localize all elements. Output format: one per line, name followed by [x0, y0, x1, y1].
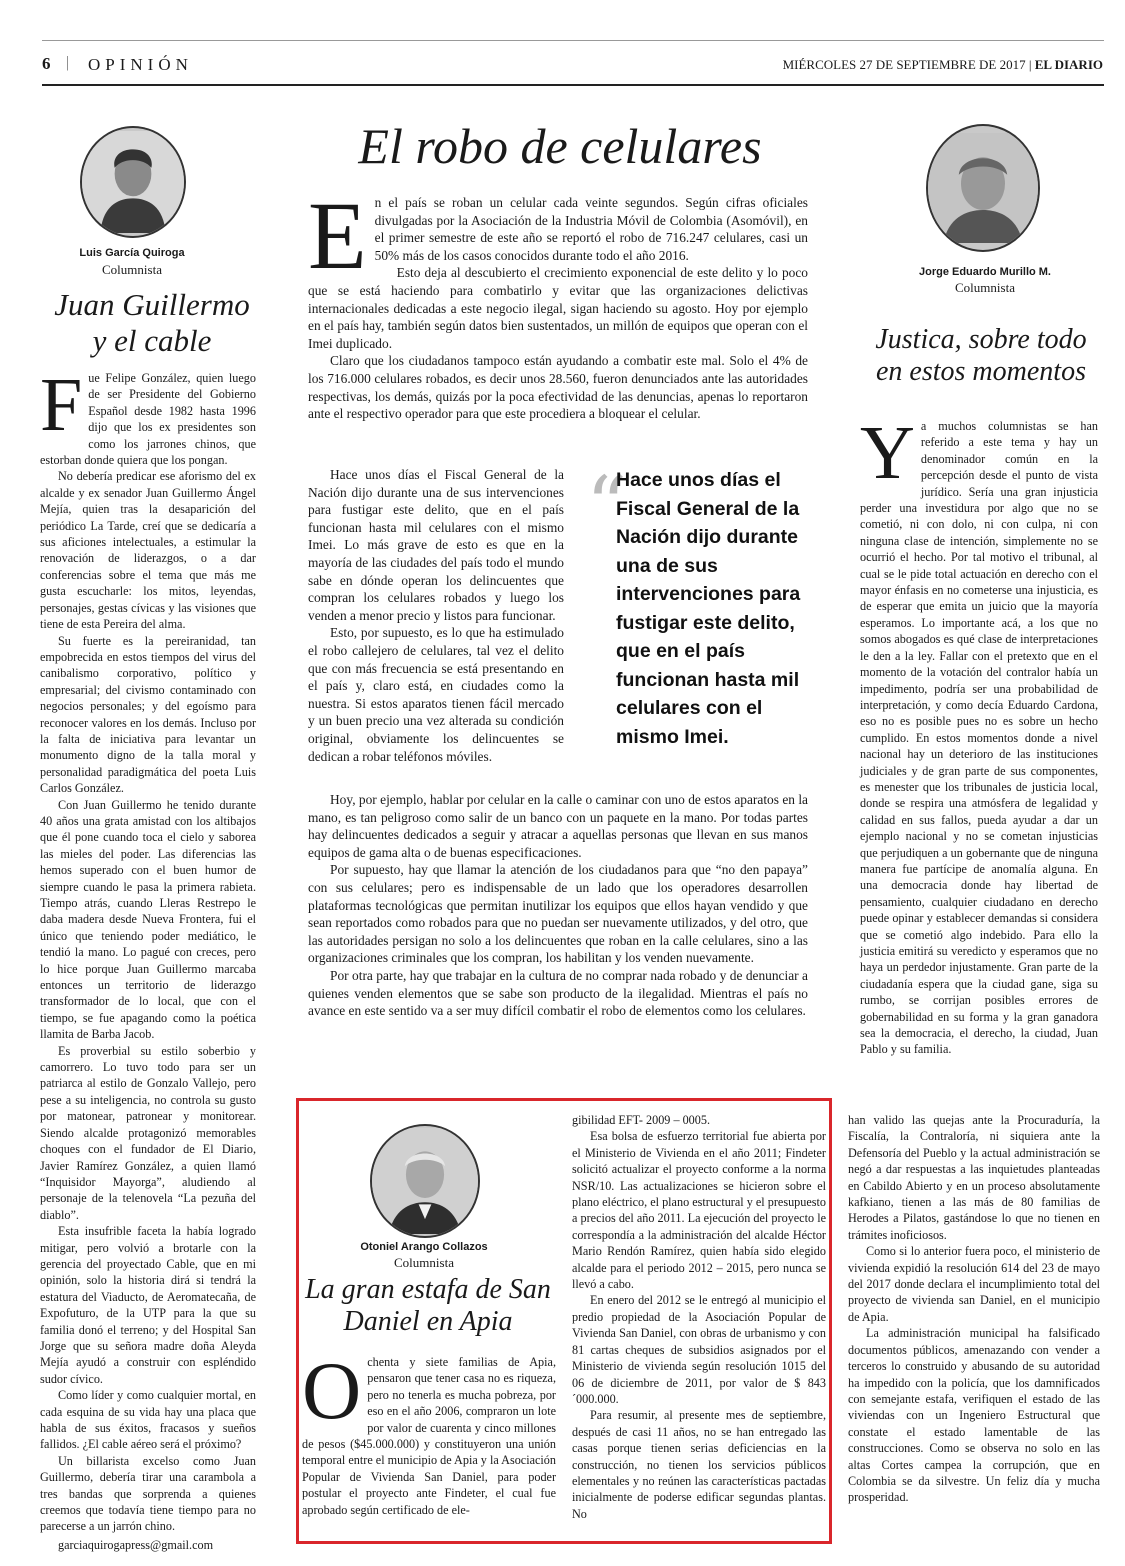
- paragraph: Ochenta y siete familias de Apia, pensaron que tener casa no es riqueza, pero no tenerla es mucha pobreza, por eso en el año 2006, compraron un lote por valor de cuarenta y cinco millones de pesos ($45.000.000) y constituyeron una unión temporal entre el municipio de Apia y la Asociación Popular de Vivienda San Daniel, para poder postular el proyecto ante Findeter, el cual fue aprobado según certificado de ele-: [302, 1345, 556, 1517]
- column-body-garcia: [40, 363, 256, 1553]
- newspaper-name: EL DIARIO: [1034, 57, 1103, 72]
- pull-quote: Hace unos días el Fiscal General de la Nación dijo durante una de sus intervenciones para fustigar este delito, que en el país funcionan hasta mil celulares con el mismo Imei.: [616, 469, 801, 748]
- paragraph: Fue Felipe González, quien luego de ser Presidente del Gobierno Español desde 1982 hasta 1996 dijo que los ex presidentes son como los jarrones chinos, que estorban donde quiera que los pongan.: [40, 363, 256, 468]
- author-name-arango: Otoniel Arango Collazos: [360, 1241, 488, 1253]
- portrait-icon: [928, 126, 1038, 250]
- paragraph: Con Juan Guillermo he tenido durante 40 años una grata amistad con los altibajos que él pone cuando toca el cielo y saborea las mieles del poder. Las diferencias las hemos superado con el buen humor de siempre cuando le pasa la primera rabieta. Tiempo atrás, cuando Lleras Restrepo le daba madera desde Nueva Frontera, fui el único que teniendo poder mediático, le tendió la mano. Lo pagué con creces, pero lo hice porque Juan Guillermo marcaba entonces un territorio de liderazgo transformador de lo local, que con el tiempo, se fue apagando como la poética llamita de Barba Jacob.: [40, 797, 256, 1042]
- section-name: OPINIÓN: [88, 55, 193, 74]
- drop-cap: O: [302, 1345, 362, 1436]
- paragraph: Por otra parte, hay que trabajar en la cultura de no comprar nada robado y de denunciar a quienes venden elementos que se sabe son producto de la ilegalidad. Mientras el país no avance en este sentido va a ser muy difícil combatir el robo de elementos como los celulares.: [308, 967, 808, 1019]
- bottom-article-title: [300, 1274, 556, 1338]
- date-text: MIÉRCOLES 27 DE SEPTIEMBRE DE 2017 |: [782, 57, 1032, 72]
- column-body-murillo: [860, 411, 1098, 1058]
- author-role-garcia: Columnista: [102, 262, 162, 277]
- column-title-juan-guillermo: [40, 287, 264, 358]
- paragraph: Un billarista excelso como Juan Guillermo, debería tirar una carambola a tres bandas que sorprenda a quienes creemos que todavía tiene tiempo para no parecerse a un jarrón chino.: [40, 1453, 256, 1534]
- title-line-1: Justica, sobre todo: [875, 324, 1087, 355]
- paragraph: Esto deja al descubierto el crecimiento exponencial de este delito y lo poco que se está haciendo para combatirlo y evitar que las organizaciones delictivas internacionales dedicadas a este negocio ilegal, sigan haciendo su agosto. Hoy por ejemplo en el país hay, también según datos bien sustentados, un millón de equipos que operan con el Imei duplicado.: [308, 265, 808, 351]
- main-article-bottom: [308, 791, 808, 1020]
- main-article-body: [308, 182, 808, 423]
- author-name-murillo: Jorge Eduardo Murillo M.: [918, 266, 1051, 278]
- header-date: [783, 57, 1103, 73]
- paragraph: han valido las quejas ante la Procuraduría, la Fiscalía, la Contraloría, ni siquiera ante la Defensoría del Pueblo y la actual administración se negó a dar respuestas a las inquietudes planteadas en Cabildo Abierto y en un proceso absolutamente kafkiano, tienen a las más de 80 familias de Herodes a Pilatos, gastándose lo que no tienen en trámites inoficiosos.: [848, 1113, 1100, 1242]
- page-number: 6: [42, 54, 52, 73]
- drop-cap: E: [308, 182, 367, 289]
- author-role-arango: Columnista: [394, 1255, 454, 1270]
- paragraph: Esto, por supuesto, es lo que ha estimulado el robo callejero de celulares, tal vez el delito que con más frecuencia se está presentando en el país y, claro está, en ciudades como la nuestra. Si estos aparatos tienen fácil mercado y un buen precio una vez alterada su condición original, obviamente los delincuentes se dedican a robar teléfonos móviles.: [308, 625, 564, 764]
- portrait-icon: [372, 1126, 478, 1236]
- column-title-justica: [858, 324, 1104, 388]
- author-photo-garcia: [80, 126, 186, 238]
- quote-icon: “: [586, 459, 627, 552]
- author-photo-murillo: [926, 124, 1040, 252]
- paragraph: La administración municipal ha falsificado documentos públicos, amenazando con vender a terceros lo construido y abusando de su autoridad ha impedido con la policía, que los damnificados con semejante estafa, verifiquen el estado de las viviendas con un Ingeniero Estructural que constate el estado lamentable de las construcciones. Como se observa no solo en las altas Cortes campea la corrupción, que en Colombia se da silvestre. Un feliz día y mucha prosperidad.: [848, 1326, 1100, 1505]
- title-line-1: Juan Guillermo: [54, 287, 250, 322]
- author-email: garciaquirogapress@gmail.com: [58, 1537, 214, 1552]
- header-separator: |: [66, 54, 70, 71]
- paragraph: En el país se roban un celular cada veinte segundos. Según cifras oficiales divulgadas por la Asociación de la Industria Móvil de Colombia (Asomóvil), en el primer semestre de este año se reportó el robo de 716.247 celulares, casi un 50% más de los casos conocidos durante todo el año 2016.: [308, 182, 808, 289]
- header-top-rule: [42, 40, 1104, 41]
- title-line-2: y el cable: [92, 322, 212, 358]
- paragraph: Ya muchos columnistas se han referido a este tema y hay un denominador común en la percepción desde el punto de vista jurídico. Sería una gran injusticia perder una investidura por algo que no se cometió, ni con dolo, ni con culpa, ni con ninguna clase de intención, simplemente no se ocurrió el hecho. Por tal motivo el tribunal, al cual se le pide total actuación en derecho con el mayor énfasis en no cometerse una injusticia, es de esperar que emita un juicio que la mayoría esperamos. Lo importante acá, a los que no somos abogados es qué clase de interpretaciones le den a la ley. Fallar con el pretexto que en el momento de la votación del contralor había un impedimento, podría ser una probabilidad de interpretación, y como decía Eduardo Cardona, eso no es posible pues no es sobre un hecho cumplido. En estos momentos donde a nivel nacional hay un deterioro de las instituciones judiciales y de gran parte de sus componentes, es menester que los tribunales de justicia local, donde se respira una atmósfera de legalidad y calidad en sus fallos, pueda ayudar a dar un ejemplo nacional y no se cometan injusticias que perjudiquen a un gobernante que de ninguna manera fue partícipe de anomalía alguna. En una democracia donde hay libertad de pensamiento, cualquier ciudadano en derecho puede opinar y establecer demandas si considera que se cometió algo indebido. Para ello la justicia emitirá su veredicto y esperamos que no haya un perdedor injustamente. Gran parte de la ciudadanía espera que la ciudad gane, siga su rumbo, se corrijan posibles errores de gobernabilidad en su forma y la gran ganadora sea la democracia, el derecho, la ciudad, Juan Pablo y su familia.: [860, 411, 1098, 1057]
- paragraph: Esta insufrible faceta la había logrado mitigar, pero volvió a brotarle con la gerencia del proyectado Cable, que en mi opinión, solo la historia dirá si tendrá la estatura del Viaducto, de Aeromatecaña, de Expofuturo, de la UTP para la que su familia donó el terreno; y del Hospital San Jorge que su señora madre doña Aleyda Mejía ayudó a construir con espléndido sudor cívico.: [40, 1224, 256, 1386]
- bottom-col-2: [572, 1112, 826, 1522]
- header-bottom-rule: [42, 84, 1104, 86]
- author-role-murillo: Columnista: [955, 280, 1015, 295]
- portrait-icon: [82, 128, 184, 236]
- paragraph: Claro que los ciudadanos tampoco están ayudando a combatir este mal. Solo el 4% de los 716.000 celulares robados, es decir unos 28.560, fueron denunciados ante las autoridades respectivas, los demás, quizás por la poca efectividad de las denuncias, apenas lo reportaron ante el respectivo operador para que este procediera a bloquear el celular.: [308, 353, 808, 422]
- title-line-1: La gran estafa de San: [305, 1274, 551, 1305]
- main-article-narrow: [308, 466, 564, 765]
- paragraph: gibilidad EFT- 2009 – 0005.: [572, 1113, 711, 1127]
- paragraph: Su fuerte es la pereiranidad, tan empobrecida en estos tiempos del virus del canibalismo corporativo, político y empresarial; del civismo contaminado con negocios personales; y del egoísmo para reconocer valores en los demás. Incluso por la falta de iniciativa para levantar un monumento digno de la talla moral y personalidad paradigmática del poeta Luis Carlos González.: [40, 633, 256, 796]
- title-line-2: en estos momentos: [876, 356, 1086, 388]
- paragraph: Hace unos días el Fiscal General de la Nación dijo durante una de sus intervenciones para fustigar este delito, que en el país funcionan hasta mil celulares con el mismo Imei. Lo más grave de esto es que en la mayoría de las ciudades del país todo el mundo sabe en dónde operan los delincuentes que compran los celulares robados y luego los venden a menor precio y listos para funcionar.: [308, 467, 564, 623]
- author-photo-arango: [370, 1124, 480, 1238]
- paragraph: Es proverbial su estilo soberbio y camorrero. Lo tuvo todo para ser un patriarca al estilo de Gonzalo Vallejo, pero pese a su inteligencia, no controla su gusto por matonear, patronear y monitorear. Siendo alcalde protagonizó memorables choques con el fundador de El Diario, Javier Ramírez González, a quien llamó “Inquisidor Mayorga”, aludiendo al personaje de la telenovela “La pezuña del diablo”.: [40, 1043, 256, 1222]
- drop-cap: Y: [860, 411, 915, 495]
- main-article-title: El robo de celulares: [358, 118, 762, 174]
- paragraph: Como líder y como cualquier mortal, en cada esquina de su vida hay una placa que habla de sus éxitos, fracasos y sueños fallidos. ¿El cable aéreo será el próximo?: [40, 1388, 256, 1452]
- title-line-2: Daniel en Apia: [343, 1306, 513, 1338]
- paragraph: Por supuesto, hay que llamar la atención de los ciudadanos para que “no den papaya” con sus celulares; pero es indispensable de un lado que los operadores desarrollen plataformas tecnológicas que permitan inutilizar los equipos que ellos hayan vendido y que sean reportados como robados para que no puedan ser nuevamente utilizados, y del otro, que las autoridades persigan no solo a los delincuentes que roban en la calle celulares, sino a las organizaciones criminales que los compran, los habilitan y los venden nuevamente.: [308, 862, 808, 966]
- paragraph: Hoy, por ejemplo, hablar por celular en la calle o caminar con uno de estos aparatos en la mano, es tan peligroso como salir de un banco con un paquete en la mano. Por todas partes hay delincuentes dedicados a seguir y atracar a aquellas personas que llevan en sus manos equipos de gama alta o de buenas especificaciones.: [308, 792, 808, 860]
- paragraph: Esa bolsa de esfuerzo territorial fue abierta por el Ministerio de Vivienda en el año 2011; Findeter solicitó actualizar el proyecto conforme a la norma NSR/10. Las actualizaciones se hicieron sobre el plano eléctrico, el plano estructural y el presupuesto a precios del año 2011. La ejecución del proyecto le correspondía a la administración del alcalde Héctor Mario Rendón Ramírez, quien había sido elegido alcalde para el periodo 2012 – 2015, pero nunca se llevó a cabo.: [572, 1129, 826, 1292]
- bottom-col-1: [302, 1345, 556, 1518]
- drop-cap: F: [40, 363, 83, 447]
- paragraph: En enero del 2012 se le entregó al municipio el predio propiedad de la Asociación Popular de Vivienda San Daniel, con obras de urbanismo y con 81 cartas cheques de subsidios asignados por el Ministerio de vivienda según resolución 1015 del 06 de diciembre de 2011, por valor de $ 843´000.000.: [572, 1293, 826, 1406]
- paragraph: No debería predicar ese aforismo del ex alcalde y ex senador Juan Guillermo Ángel Mejía, quien tras la desaparición del periódico La Tarde, creí que se dedicaría a sus aficiones intelectuales, a estimular la renovación de liderazgos, o a dar conferencias sobre el tema que más me gusta escucharle: los mitos, leyendas, personajes, gestas cívicas y las visiones que tiene de esta Pereira del alma.: [40, 469, 256, 632]
- paragraph: Como si lo anterior fuera poco, el ministerio de vivienda expidió la resolución 614 del 23 de mayo del 2017 donde declara el incumplimiento total del proyecto de vivienda san Daniel, en el municipio de Apia.: [848, 1244, 1100, 1324]
- bottom-col-3: [848, 1112, 1100, 1506]
- author-name-garcia: Luis García Quiroga: [79, 247, 185, 259]
- paragraph: Para resumir, al presente mes de septiembre, después de casi 11 años, no se han entregado las casas porque tienen serias deficiencias en la construcción, no tienen los servicios públicos elementales y no reúnen las características pactadas inicialmente de poderse edificar segundas plantas. No: [572, 1408, 826, 1521]
